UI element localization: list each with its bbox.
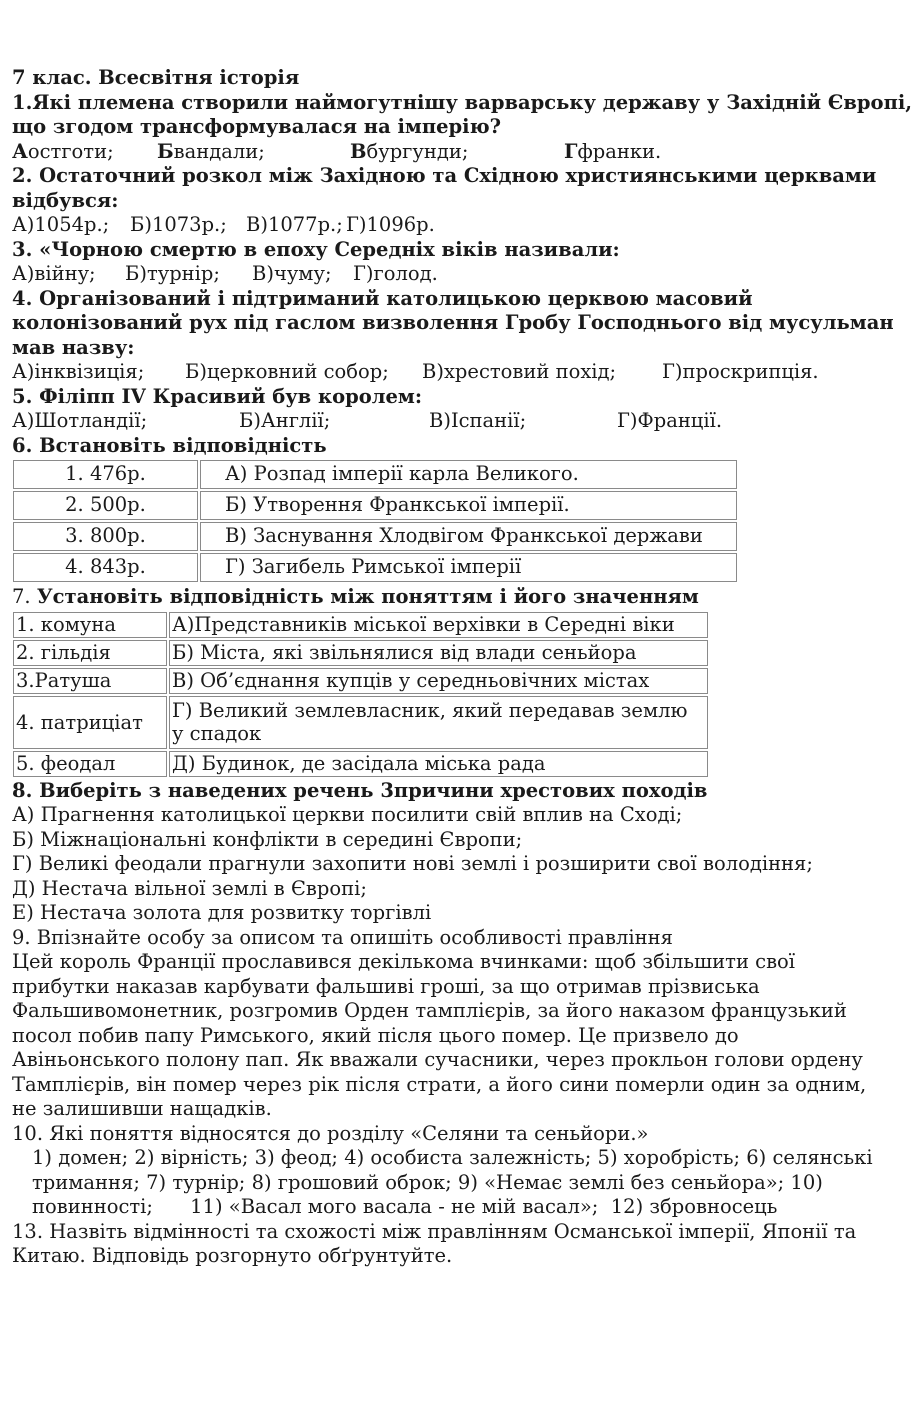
table-row bbox=[13, 640, 708, 666]
option-d: Г)1096р. bbox=[346, 213, 435, 236]
option-d: Г)Франції. bbox=[617, 409, 723, 432]
option-c: В)чуму; bbox=[252, 262, 332, 285]
question-10-text: 10. Які поняття відносятся до розділу «Селяни та сеньйори.» bbox=[12, 1121, 649, 1145]
paragraph-line: посол побив папу Римського, який після цього помер. Це призвело до bbox=[12, 1023, 739, 1047]
paragraph-line: Цей король Франції прославився декількома вчинками: щоб збільшити свої bbox=[12, 950, 796, 973]
option-a: А)Шотландії; bbox=[12, 409, 148, 432]
table-row bbox=[13, 553, 737, 582]
paragraph-line: не залишивши нащадків. bbox=[12, 1097, 272, 1120]
table-cell: 3.Ратуша bbox=[13, 668, 167, 694]
option-c: В)1077р.; bbox=[246, 213, 343, 236]
question-4-text-cont: колонізований рух під гаслом визволення Гробу Господнього від мусульман bbox=[12, 311, 894, 334]
table-cell: Г) Загибель Римської імперії bbox=[200, 553, 737, 582]
table-row bbox=[13, 668, 708, 694]
worksheet bbox=[12, 66, 913, 1269]
list-item: Е) Нестача золота для розвитку торгівлі bbox=[12, 901, 432, 924]
question-13-text-cont: Китаю. Відповідь розгорнуто обґрунтуйте. bbox=[12, 1244, 453, 1267]
option-b: Б)Англії; bbox=[239, 409, 331, 432]
option-d: Гфранки. bbox=[564, 139, 662, 163]
table-cell: Г) Великий землевласник, який передавав землю у спадок bbox=[169, 696, 708, 749]
question-1-text: 1.Які племена створили наймогутнішу варварську державу у Західній Європі, bbox=[12, 90, 913, 114]
option-a: А)1054р.; bbox=[12, 213, 110, 236]
option-c: В)хрестовий похід; bbox=[422, 360, 617, 383]
paragraph-line: 1) домен; 2) вірність; 3) феод; 4) особиста залежність; 5) хоробрість; 6) селянські bbox=[32, 1146, 873, 1169]
option-b: Бвандали; bbox=[157, 139, 265, 163]
question-2-text-cont: відбувся: bbox=[12, 188, 119, 212]
page-title: 7 клас. Всесвітня історія bbox=[12, 66, 300, 89]
table-cell: 3. 800р. bbox=[13, 522, 198, 551]
table-cell: 1. комуна bbox=[13, 612, 167, 638]
paragraph-line: Фальшивомонетник, розгромив Орден тамплієрів, за його наказом французький bbox=[12, 999, 847, 1022]
paragraph-line: прибутки наказав карбувати фальшиві гроші, за що отримав прізвиська bbox=[12, 974, 760, 998]
table-cell: 4. 843р. bbox=[13, 553, 198, 582]
option-a: А)війну; bbox=[12, 262, 96, 285]
question-5-text: 5. Філіпп IV Красивий був королем: bbox=[12, 384, 423, 408]
option-d: Г)проскрипція. bbox=[662, 360, 819, 383]
option-a: А)інквізиція; bbox=[12, 360, 145, 383]
table-cell: В) Заснування Хлодвігом Франкської держави bbox=[200, 522, 737, 551]
question-5-options bbox=[12, 409, 892, 434]
paragraph-line: повинності; 11) «Васал мого васала - не мій васал»; 12) збровносець bbox=[32, 1195, 778, 1218]
paragraph-line: Авіньонського полону пап. Як вважали сучасники, через прокльон голови ордену bbox=[12, 1048, 863, 1071]
table-row bbox=[13, 612, 708, 638]
list-item: Г) Великі феодали прагнули захопити нові землі і розширити свої володіння; bbox=[12, 852, 813, 875]
table-cell: 1. 476р. bbox=[13, 460, 198, 489]
table-cell: А) Розпад імперії карла Великого. bbox=[200, 460, 737, 489]
question-2-options bbox=[12, 213, 892, 238]
option-b: Б)церковний собор; bbox=[185, 360, 389, 383]
question-7-text: 7. Установіть відповідність між поняттям і його значенням bbox=[12, 585, 699, 608]
list-item: Б) Міжнаціональні конфлікти в середині Європи; bbox=[12, 827, 523, 851]
question-1-text-cont: що згодом трансформувалася на імперію? bbox=[12, 115, 501, 138]
table-cell: Д) Будинок, де засідала міська рада bbox=[169, 751, 708, 777]
option-c: В)Іспанії; bbox=[429, 409, 527, 432]
paragraph-line: тримання; 7) турнір; 8) грошовий оброк; 9) «Немає землі без сеньйора»; 10) bbox=[32, 1170, 823, 1194]
table-cell: 2. гільдія bbox=[13, 640, 167, 666]
table-cell: 5. феодал bbox=[13, 751, 167, 777]
question-4-text-cont: мав назву: bbox=[12, 335, 135, 359]
option-b: Б)1073р.; bbox=[130, 213, 227, 236]
question-8-text: 8. Виберіть з наведених речень 3причини хрестових походів bbox=[12, 778, 708, 802]
question-3-text: 3. «Чорною смертю в епоху Середніх віків називали: bbox=[12, 237, 620, 261]
question-4-text: 4. Організований і підтриманий католицькою церквою масовий bbox=[12, 286, 753, 310]
table-row bbox=[13, 491, 737, 520]
matching-table-6 bbox=[11, 458, 739, 584]
question-6-text: 6. Встановіть відповідність bbox=[12, 433, 327, 457]
table-cell: 4. патриціат bbox=[13, 696, 167, 749]
list-item: А) Прагнення католицької церкви посилити свій вплив на Сході; bbox=[12, 803, 683, 826]
table-row bbox=[13, 696, 708, 749]
question-13-text: 13. Назвіть відмінності та схожості між правлінням Османської імперії, Японії та bbox=[12, 1219, 857, 1243]
question-4-options bbox=[12, 360, 892, 385]
option-a: Аостготи; bbox=[12, 139, 114, 163]
paragraph-line: Тамплієрів, він помер через рік після страти, а його сини померли один за одним, bbox=[12, 1072, 867, 1096]
table-cell: В) Об’єднання купців у середньовічних містах bbox=[169, 668, 708, 694]
table-cell: Б) Утворення Франкської імперії. bbox=[200, 491, 737, 520]
question-9-text: 9. Впізнайте особу за описом та опишіть особливості правління bbox=[12, 925, 673, 949]
option-b: Б)турнір; bbox=[125, 262, 220, 285]
table-cell: А)Представників міської верхівки в Середні віки bbox=[169, 612, 708, 638]
table-row bbox=[13, 522, 737, 551]
question-1-options bbox=[12, 140, 892, 165]
list-item: Д) Нестача вільної землі в Європі; bbox=[12, 876, 367, 900]
table-row bbox=[13, 751, 708, 777]
table-row bbox=[13, 460, 737, 489]
option-c: Вбургунди; bbox=[350, 139, 469, 163]
table-cell: 2. 500р. bbox=[13, 491, 198, 520]
question-2-text: 2. Остаточний розкол між Західною та Східною християнськими церквами bbox=[12, 164, 877, 187]
option-d: Г)голод. bbox=[353, 262, 438, 285]
table-cell: Б) Міста, які звільнялися від влади сеньйора bbox=[169, 640, 708, 666]
matching-table-7 bbox=[11, 610, 710, 779]
question-3-options bbox=[12, 262, 892, 287]
